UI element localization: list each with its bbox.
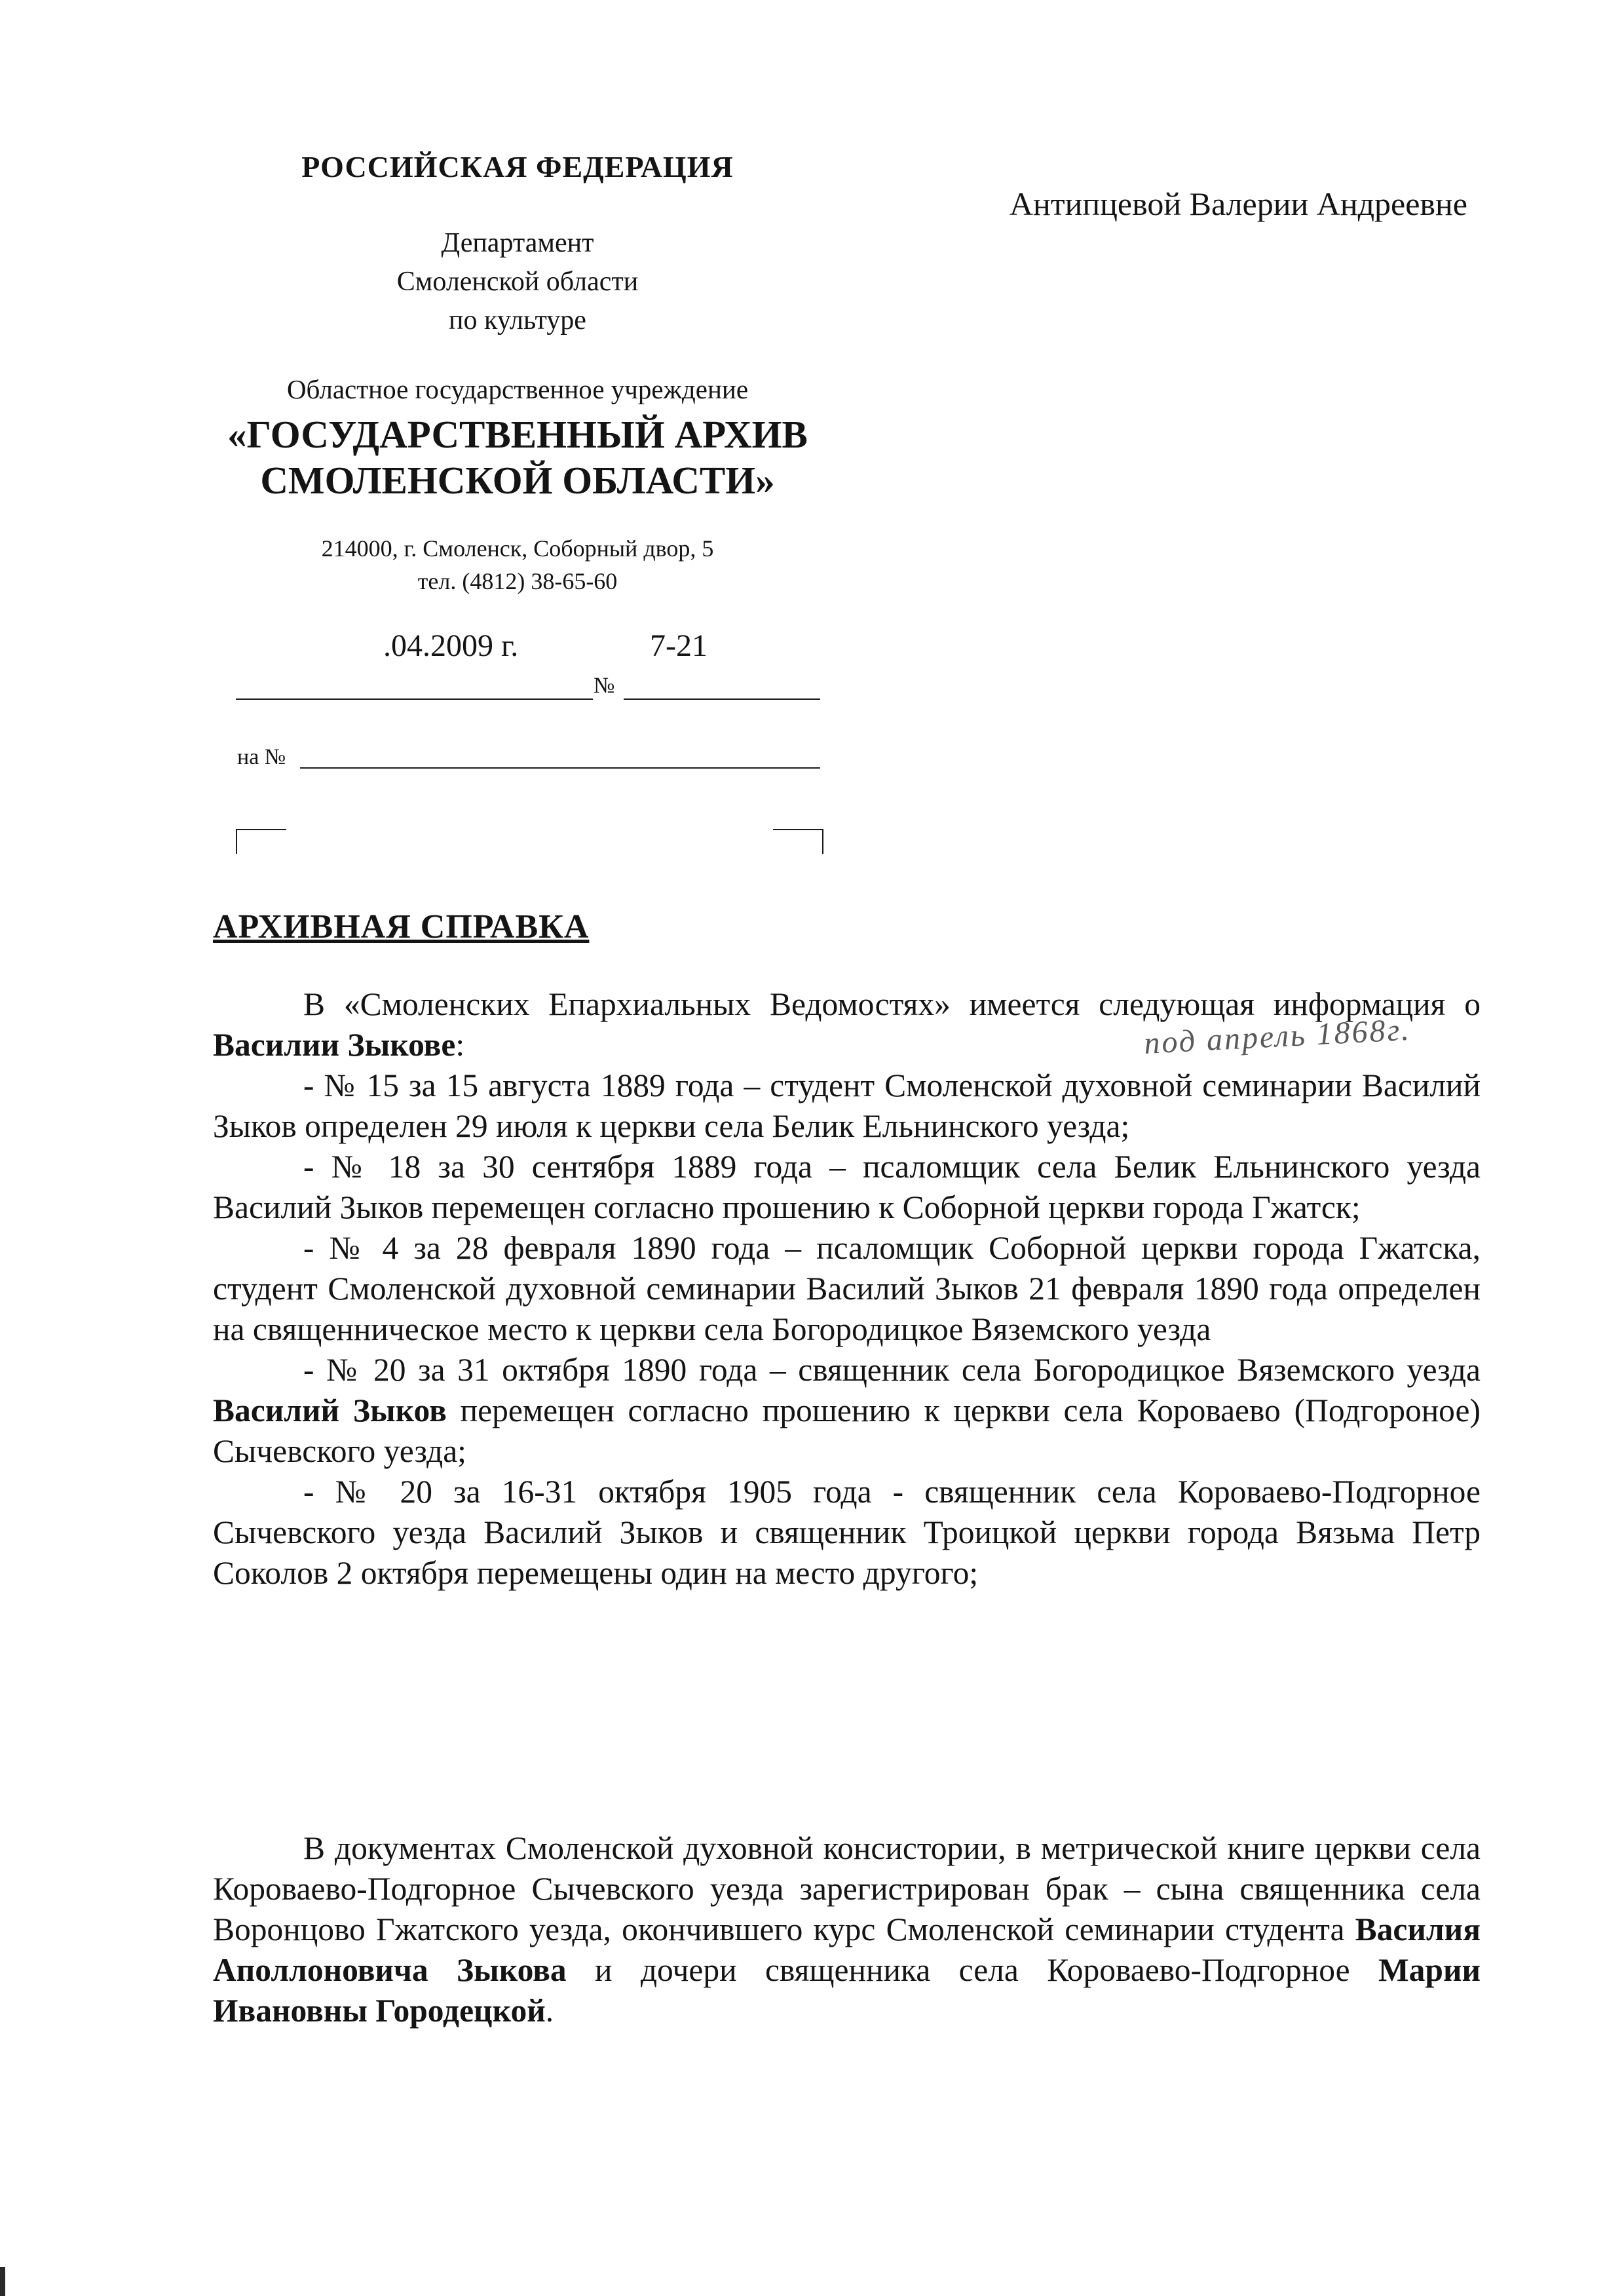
department-line: по культуре (449, 305, 586, 335)
list-item: - № 18 за 30 сентября 1889 года – псаломщик села Белик Ельнинского уезда Василий Зыков перемещен согласно прошению к Соборной церкви города Гжатск; (213, 1149, 1481, 1225)
person-name: Марии Ивановны Городецкой (213, 1952, 1481, 2029)
institution-type: Областное государственное учреждение (286, 374, 749, 404)
body-section-2 (213, 1828, 1481, 2031)
person-name: Василия Аполлоновича Зыкова (213, 1911, 1481, 1988)
document-heading: АРХИВНАЯ СПРАВКА (213, 908, 590, 946)
body-section-1 (213, 984, 1481, 1594)
list-item: - № 20 за 31 октября 1890 года – священник села Богородицкое Вяземского уезда Василий Зыков перемещен согласно прошению к церкви села Короваево (Подгороное) Сычевского уезда; (213, 1352, 1481, 1469)
date-underline (236, 698, 593, 700)
archive-name (183, 411, 852, 503)
department-line: Смоленской области (396, 267, 639, 297)
document-number: 7-21 (650, 628, 708, 663)
intro-paragraph: В «Смоленских Епархиальных Ведомостях» имеется следующая информация о Василии Зыкове: (213, 986, 1481, 1063)
phone: тел. (4812) 38-65-60 (417, 568, 618, 594)
corner-mark-right (773, 829, 823, 854)
person-name: Василий Зыков (213, 1392, 447, 1428)
number-underline (624, 698, 820, 700)
department-line: Департамент (441, 228, 594, 258)
archive-name-line: «ГОСУДАРСТВЕННЫЙ АРХИВ (227, 413, 808, 456)
country-title: РОССИЙСКАЯ ФЕДЕРАЦИЯ (301, 150, 734, 183)
address: 214000, г. Смоленск, Соборный двор, 5 (321, 535, 714, 562)
recipient-name: Антипцевой Валерии Андреевне (1009, 185, 1467, 222)
scan-edge-mark (0, 2267, 5, 2296)
corner-mark-left (236, 829, 286, 854)
archive-name-line: СМОЛЕНСКОЙ ОБЛАСТИ» (260, 459, 775, 502)
list-item: - № 20 за 16-31 октября 1905 года - священник села Короваево-Подгорное Сычевского уезда Василий Зыков и священник Троицкой церкви города Вязьма Петр Соколов 2 октября перемещены один на место другого; (213, 1474, 1481, 1591)
reply-number-label: на № (237, 745, 286, 769)
address-block (216, 532, 819, 598)
list-item: - № 4 за 28 февраля 1890 года – псаломщик Соборной церкви города Гжатска, студент Смоленской духовной семинарии Василий Зыков 21 февраля 1890 года определен на священническое место к церкви села Богородицкое Вяземского уезда (213, 1230, 1481, 1347)
document-date: .04.2009 г. (383, 628, 519, 663)
consistory-paragraph: В документах Смоленской духовной консистории, в метрической книге церкви села Короваево-Подгорное Сычевского уезда зарегистрирован брак – сына священника села Воронцово Гжатского уезда, окончившего курс Смоленской семинарии студента Василия Аполлоновича Зыкова и дочери священника села Короваево-Подгорное Марии Ивановны Городецкой. (213, 1830, 1481, 2029)
handwritten-note: под апрель 1868г. (1143, 1012, 1412, 1061)
list-item: - № 15 за 15 августа 1889 года – студент Смоленской духовной семинарии Василий Зыков определен 29 июля к церкви села Белик Ельнинского уезда; (213, 1067, 1481, 1144)
department-block (216, 224, 819, 340)
number-label: № (594, 674, 615, 698)
person-name: Василии Зыкове (213, 1027, 456, 1063)
reply-number-underline (300, 767, 820, 769)
